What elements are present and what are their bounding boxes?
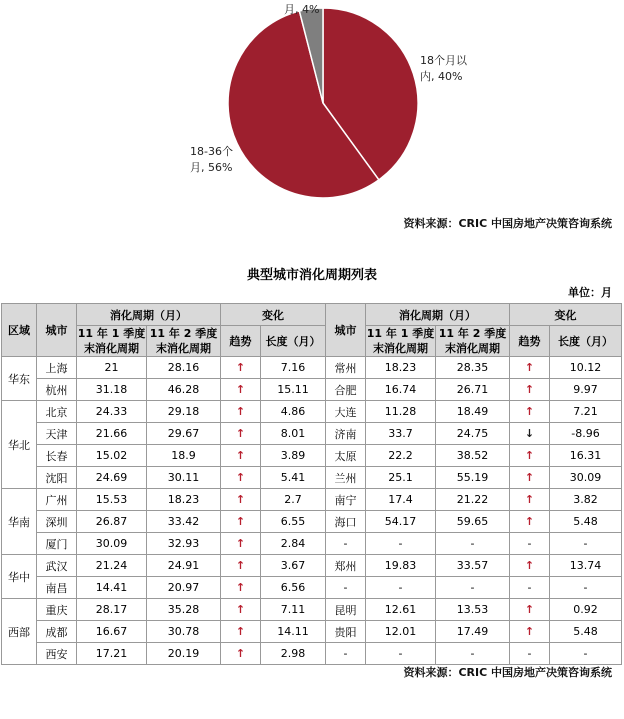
table-body bbox=[2, 357, 622, 665]
header-cycle-right: 消化周期（月） bbox=[366, 304, 510, 326]
left-q2-value-cell: 24.91 bbox=[147, 555, 221, 577]
left-city-cell: 成都 bbox=[37, 621, 77, 643]
right-trend-cell: ↑ bbox=[510, 357, 550, 379]
right-q2-value-cell: 26.71 bbox=[436, 379, 510, 401]
table-row bbox=[2, 511, 622, 533]
left-length-cell: 14.11 bbox=[261, 621, 326, 643]
header-q1: 11 年 1 季度 末消化周期 bbox=[77, 327, 146, 355]
right-q2-value-cell: 18.49 bbox=[436, 401, 510, 423]
left-q1-value-cell: 31.18 bbox=[77, 379, 147, 401]
left-q1-value-cell: 21.66 bbox=[77, 423, 147, 445]
table-row bbox=[2, 489, 622, 511]
left-q1-value-cell: 15.02 bbox=[77, 445, 147, 467]
right-q1-value-cell: 16.74 bbox=[366, 379, 436, 401]
right-q2-value-cell: 24.75 bbox=[436, 423, 510, 445]
right-length-cell: 7.21 bbox=[550, 401, 622, 423]
right-q1-value-cell: 25.1 bbox=[366, 467, 436, 489]
right-city-cell: 海口 bbox=[326, 511, 366, 533]
right-length-cell: 10.12 bbox=[550, 357, 622, 379]
table-source-note: 资料来源：CRIC 中国房地产决策咨询系统 bbox=[403, 666, 612, 679]
left-length-cell: 2.98 bbox=[261, 643, 326, 665]
left-q2-value-cell: 35.28 bbox=[147, 599, 221, 621]
left-trend-cell: ↑ bbox=[221, 533, 261, 555]
left-q2-value-cell: 29.18 bbox=[147, 401, 221, 423]
right-q2-value-cell: - bbox=[436, 577, 510, 599]
header-trend-right: 趋势 bbox=[510, 326, 550, 357]
right-trend-cell: ↑ bbox=[510, 599, 550, 621]
right-trend-cell: ↑ bbox=[510, 555, 550, 577]
pie-slice-label: 月, 4% bbox=[284, 3, 320, 16]
left-length-cell: 15.11 bbox=[261, 379, 326, 401]
right-q1-value-cell: 33.7 bbox=[366, 423, 436, 445]
right-trend-cell: ↑ bbox=[510, 511, 550, 533]
left-q1-value-cell: 28.17 bbox=[77, 599, 147, 621]
left-trend-cell: ↑ bbox=[221, 643, 261, 665]
right-city-cell: - bbox=[326, 533, 366, 555]
left-trend-cell: ↑ bbox=[221, 599, 261, 621]
left-length-cell: 6.55 bbox=[261, 511, 326, 533]
left-q1-value-cell: 26.87 bbox=[77, 511, 147, 533]
left-q1-value-cell: 15.53 bbox=[77, 489, 147, 511]
left-trend-cell: ↑ bbox=[221, 401, 261, 423]
left-trend-cell: ↑ bbox=[221, 445, 261, 467]
left-city-cell: 上海 bbox=[37, 357, 77, 379]
region-cell: 华中 bbox=[2, 555, 37, 599]
left-city-cell: 西安 bbox=[37, 643, 77, 665]
left-city-cell: 重庆 bbox=[37, 599, 77, 621]
right-trend-cell: ↑ bbox=[510, 445, 550, 467]
right-city-cell: 常州 bbox=[326, 357, 366, 379]
left-q1-value-cell: 30.09 bbox=[77, 533, 147, 555]
right-q2-value-cell: 17.49 bbox=[436, 621, 510, 643]
right-city-cell: 兰州 bbox=[326, 467, 366, 489]
right-q1-value-cell: - bbox=[366, 643, 436, 665]
right-q2-value-cell: 55.19 bbox=[436, 467, 510, 489]
left-length-cell: 3.67 bbox=[261, 555, 326, 577]
right-trend-cell: ↑ bbox=[510, 401, 550, 423]
left-city-cell: 长春 bbox=[37, 445, 77, 467]
right-trend-cell: - bbox=[510, 533, 550, 555]
unit-label: 单位：月 bbox=[568, 286, 612, 299]
left-q2-value-cell: 30.11 bbox=[147, 467, 221, 489]
left-trend-cell: ↑ bbox=[221, 621, 261, 643]
right-q2-value-cell: - bbox=[436, 643, 510, 665]
right-q1-value-cell: 19.83 bbox=[366, 555, 436, 577]
left-trend-cell: ↑ bbox=[221, 467, 261, 489]
right-city-cell: 太原 bbox=[326, 445, 366, 467]
region-cell: 华北 bbox=[2, 401, 37, 489]
right-city-cell: 济南 bbox=[326, 423, 366, 445]
left-city-cell: 广州 bbox=[37, 489, 77, 511]
right-length-cell: - bbox=[550, 533, 622, 555]
right-q2-value-cell: - bbox=[436, 533, 510, 555]
right-trend-cell: ↑ bbox=[510, 621, 550, 643]
table-row bbox=[2, 357, 622, 379]
left-length-cell: 7.11 bbox=[261, 599, 326, 621]
right-q2-value-cell: 28.35 bbox=[436, 357, 510, 379]
right-q1-value-cell: 17.4 bbox=[366, 489, 436, 511]
right-trend-cell: - bbox=[510, 577, 550, 599]
left-length-cell: 7.16 bbox=[261, 357, 326, 379]
left-q2-value-cell: 20.19 bbox=[147, 643, 221, 665]
left-q1-value-cell: 24.69 bbox=[77, 467, 147, 489]
table-row bbox=[2, 599, 622, 621]
left-q1-value-cell: 21.24 bbox=[77, 555, 147, 577]
left-q1-value-cell: 21 bbox=[77, 357, 147, 379]
right-length-cell: -8.96 bbox=[550, 423, 622, 445]
chart-source-note: 资料来源：CRIC 中国房地产决策咨询系统 bbox=[403, 217, 612, 230]
table-row bbox=[2, 467, 622, 489]
table-row bbox=[2, 621, 622, 643]
left-q2-value-cell: 33.42 bbox=[147, 511, 221, 533]
right-city-cell: - bbox=[326, 577, 366, 599]
right-length-cell: 5.48 bbox=[550, 511, 622, 533]
right-q1-value-cell: 12.01 bbox=[366, 621, 436, 643]
left-length-cell: 6.56 bbox=[261, 577, 326, 599]
right-q1-value-cell: 12.61 bbox=[366, 599, 436, 621]
header-cycle: 消化周期（月） bbox=[77, 304, 221, 326]
region-cell: 华南 bbox=[2, 489, 37, 555]
table-row bbox=[2, 555, 622, 577]
header-length-right: 长度（月） bbox=[550, 326, 622, 357]
left-trend-cell: ↑ bbox=[221, 555, 261, 577]
left-q2-value-cell: 29.67 bbox=[147, 423, 221, 445]
left-q1-value-cell: 16.67 bbox=[77, 621, 147, 643]
table-row bbox=[2, 577, 622, 599]
right-trend-cell: - bbox=[510, 643, 550, 665]
table-row bbox=[2, 533, 622, 555]
pie-chart bbox=[0, 0, 624, 210]
left-city-cell: 北京 bbox=[37, 401, 77, 423]
table-row bbox=[2, 445, 622, 467]
left-q2-value-cell: 30.78 bbox=[147, 621, 221, 643]
right-q2-value-cell: 33.57 bbox=[436, 555, 510, 577]
right-length-cell: 3.82 bbox=[550, 489, 622, 511]
right-trend-cell: ↓ bbox=[510, 423, 550, 445]
header-change-right: 变化 bbox=[510, 304, 622, 326]
left-q1-value-cell: 14.41 bbox=[77, 577, 147, 599]
left-length-cell: 2.7 bbox=[261, 489, 326, 511]
pie-slice-label: 18个月以内, 40% bbox=[420, 54, 467, 83]
left-city-cell: 沈阳 bbox=[37, 467, 77, 489]
table-title: 典型城市消化周期列表 bbox=[246, 268, 377, 283]
table-row bbox=[2, 643, 622, 665]
region-cell: 西部 bbox=[2, 599, 37, 665]
header-city: 城市 bbox=[37, 304, 77, 357]
right-q1-value-cell: - bbox=[366, 577, 436, 599]
header-q2: 11 年 2 季度 末消化周期 bbox=[147, 326, 221, 357]
right-length-cell: 9.97 bbox=[550, 379, 622, 401]
left-city-cell: 杭州 bbox=[37, 379, 77, 401]
left-length-cell: 2.84 bbox=[261, 533, 326, 555]
left-length-cell: 3.89 bbox=[261, 445, 326, 467]
right-city-cell: 南宁 bbox=[326, 489, 366, 511]
left-q2-value-cell: 46.28 bbox=[147, 379, 221, 401]
left-trend-cell: ↑ bbox=[221, 423, 261, 445]
digestion-cycle-table bbox=[1, 303, 622, 665]
right-q2-value-cell: 13.53 bbox=[436, 599, 510, 621]
header-trend: 趋势 bbox=[221, 326, 261, 357]
right-q2-value-cell: 59.65 bbox=[436, 511, 510, 533]
left-length-cell: 4.86 bbox=[261, 401, 326, 423]
right-q2-value-cell: 38.52 bbox=[436, 445, 510, 467]
right-length-cell: 30.09 bbox=[550, 467, 622, 489]
header-q2-right: 11 年 2 季度 末消化周期 bbox=[436, 326, 510, 357]
left-q2-value-cell: 32.93 bbox=[147, 533, 221, 555]
right-city-cell: 合肥 bbox=[326, 379, 366, 401]
left-trend-cell: ↑ bbox=[221, 379, 261, 401]
table-row bbox=[2, 423, 622, 445]
left-city-cell: 武汉 bbox=[37, 555, 77, 577]
right-trend-cell: ↑ bbox=[510, 489, 550, 511]
right-city-cell: - bbox=[326, 643, 366, 665]
left-length-cell: 5.41 bbox=[261, 467, 326, 489]
right-length-cell: 5.48 bbox=[550, 621, 622, 643]
region-cell: 华东 bbox=[2, 357, 37, 401]
table-row bbox=[2, 379, 622, 401]
table-row bbox=[2, 401, 622, 423]
left-q2-value-cell: 20.97 bbox=[147, 577, 221, 599]
header-city-right: 城市 bbox=[326, 304, 366, 357]
left-city-cell: 深圳 bbox=[37, 511, 77, 533]
header-region: 区域 bbox=[2, 304, 37, 357]
right-city-cell: 大连 bbox=[326, 401, 366, 423]
pie-slice-label: 18-36个月, 56% bbox=[190, 145, 233, 174]
right-city-cell: 昆明 bbox=[326, 599, 366, 621]
left-trend-cell: ↑ bbox=[221, 357, 261, 379]
right-length-cell: - bbox=[550, 577, 622, 599]
left-city-cell: 天津 bbox=[37, 423, 77, 445]
right-city-cell: 郑州 bbox=[326, 555, 366, 577]
right-q1-value-cell: 22.2 bbox=[366, 445, 436, 467]
right-length-cell: 16.31 bbox=[550, 445, 622, 467]
header-length: 长度（月） bbox=[261, 326, 326, 357]
left-city-cell: 南昌 bbox=[37, 577, 77, 599]
right-city-cell: 贵阳 bbox=[326, 621, 366, 643]
left-trend-cell: ↑ bbox=[221, 511, 261, 533]
right-q1-value-cell: 54.17 bbox=[366, 511, 436, 533]
right-length-cell: - bbox=[550, 643, 622, 665]
right-q2-value-cell: 21.22 bbox=[436, 489, 510, 511]
left-q2-value-cell: 28.16 bbox=[147, 357, 221, 379]
left-trend-cell: ↑ bbox=[221, 577, 261, 599]
left-q2-value-cell: 18.9 bbox=[147, 445, 221, 467]
right-trend-cell: ↑ bbox=[510, 379, 550, 401]
right-length-cell: 0.92 bbox=[550, 599, 622, 621]
right-trend-cell: ↑ bbox=[510, 467, 550, 489]
right-length-cell: 13.74 bbox=[550, 555, 622, 577]
left-city-cell: 厦门 bbox=[37, 533, 77, 555]
header-change: 变化 bbox=[221, 304, 326, 326]
left-q2-value-cell: 18.23 bbox=[147, 489, 221, 511]
header-q1-right: 11 年 1 季度 末消化周期 bbox=[366, 327, 435, 355]
left-trend-cell: ↑ bbox=[221, 489, 261, 511]
right-q1-value-cell: 18.23 bbox=[366, 357, 436, 379]
right-q1-value-cell: - bbox=[366, 533, 436, 555]
left-q1-value-cell: 24.33 bbox=[77, 401, 147, 423]
left-length-cell: 8.01 bbox=[261, 423, 326, 445]
left-q1-value-cell: 17.21 bbox=[77, 643, 147, 665]
right-q1-value-cell: 11.28 bbox=[366, 401, 436, 423]
